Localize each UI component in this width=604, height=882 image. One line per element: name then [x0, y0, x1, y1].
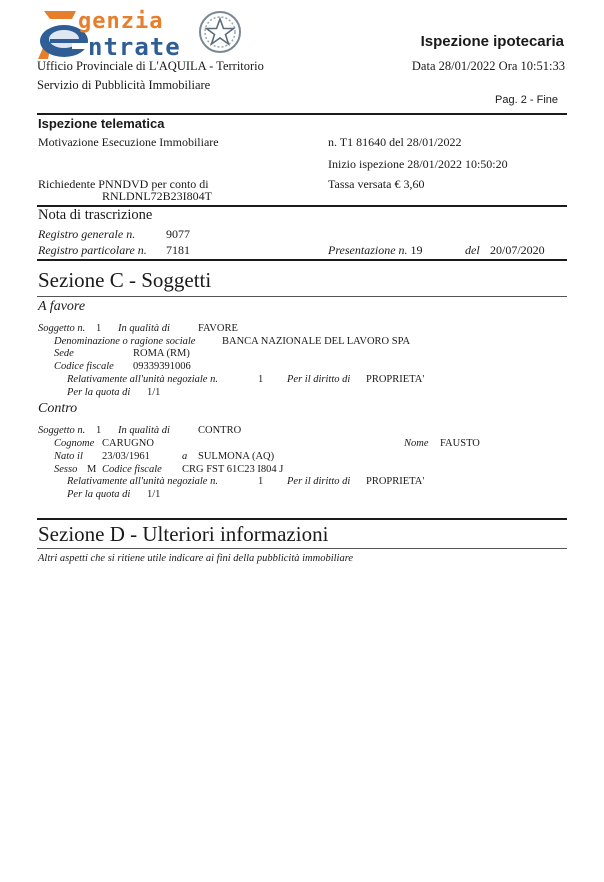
favore-quota-value: 1/1 [147, 387, 161, 398]
contro-nome-value: FAUSTO [440, 438, 480, 449]
contro-nome-label: Nome [404, 438, 429, 449]
favore-quota-label: Per la quota di [67, 387, 131, 398]
presentazione [328, 243, 423, 258]
contro-quota-label: Per la quota di [67, 489, 131, 500]
presentazione-value: 19 [410, 243, 423, 257]
contro-qualita-value: CONTRO [198, 425, 242, 436]
reg-particolare-value: 7181 [166, 243, 190, 257]
section-d-top-divider [37, 518, 567, 520]
contro-unita-label: Relativamente all'unità negoziale n. [67, 476, 218, 487]
del-value: 20/07/2020 [490, 243, 545, 257]
contro-quota-value: 1/1 [147, 489, 161, 500]
favore-qualita-value: FAVORE [198, 323, 238, 334]
logo-text-genzia: genzia [78, 9, 164, 34]
favore-unita-label: Relativamente all'unità negoziale n. [67, 374, 218, 385]
header-divider [37, 113, 567, 115]
reg-particolare-label: Registro particolare n. [38, 243, 147, 257]
section-d-subtitle: Altri aspetti che si ritiene utile indicare ai fini della pubblicità immobiliare [38, 553, 354, 564]
favore-sede-label: Sede [54, 348, 74, 359]
contro-sesso-label: Sesso [54, 464, 78, 475]
favore-cf-value: 09339391006 [133, 361, 191, 372]
favore-qualita-label: In qualità di [118, 323, 170, 334]
inspection-number: n. T1 81640 del 28/01/2022 [328, 135, 462, 149]
favore-sede-value: ROMA (RM) [133, 348, 190, 359]
fee-paid: Tassa versata € 3,60 [328, 177, 425, 191]
contro-nato-value: 23/03/1961 [102, 451, 150, 462]
section-d-title: Sezione D - Ulteriori informazioni [38, 522, 329, 546]
document-title: Ispezione ipotecaria [420, 33, 564, 50]
contro-a-value: SULMONA (AQ) [198, 451, 275, 462]
contro-a-label: a [182, 451, 188, 462]
contro-cf-label: Codice fiscale [102, 464, 162, 475]
requester-line2: RNLDNL72B23I804T [102, 189, 212, 203]
contro-cf-value: CRG FST 61C23 I804 J [182, 464, 284, 475]
favore-soggetto-label: Soggetto n. [38, 323, 86, 334]
favore-diritto-value: PROPRIETA' [366, 374, 425, 385]
contro-diritto-label: Per il diritto di [287, 476, 351, 487]
contro-heading: Contro [38, 401, 78, 416]
contro-cognome-label: Cognome [54, 438, 95, 449]
requester-line1: Richiedente PNNDVD per conto di [38, 177, 209, 191]
contro-sesso-value: M [87, 464, 97, 475]
favore-soggetto-n: 1 [96, 323, 102, 334]
favore-cf-label: Codice fiscale [54, 361, 114, 372]
inspection-start: Inizio ispezione 28/01/2022 10:50:20 [328, 157, 508, 171]
nota-divider [37, 259, 567, 261]
agenzia-entrate-logo [36, 7, 246, 59]
favore-diritto-label: Per il diritto di [287, 374, 351, 385]
contro-cognome-value: CARUGNO [102, 438, 154, 449]
nota-title: Nota di trascrizione [38, 207, 153, 223]
page-indicator: Pag. 2 - Fine [495, 94, 558, 106]
emblem-icon [198, 9, 242, 55]
date-time: Data 28/01/2022 Ora 10:51:33 [411, 59, 565, 73]
favore-denominazione-value: BANCA NAZIONALE DEL LAVORO SPA [222, 336, 411, 347]
contro-soggetto-n: 1 [96, 425, 102, 436]
contro-nato-label: Nato il [54, 451, 83, 462]
favore-heading: A favore [38, 299, 86, 314]
contro-qualita-label: In qualità di [118, 425, 170, 436]
reg-generale-label: Registro generale n. [38, 227, 136, 241]
favore-unita-value: 1 [258, 374, 264, 385]
favore-denominazione-label: Denominazione o ragione sociale [54, 336, 196, 347]
logo-text-ntrate: ntrate [88, 33, 181, 61]
inspection-motivation: Motivazione Esecuzione Immobiliare [38, 135, 219, 149]
service-name: Servizio di Pubblicità Immobiliare [37, 78, 211, 92]
section-d-divider [37, 548, 567, 549]
reg-generale-value: 9077 [166, 227, 190, 241]
contro-soggetto-label: Soggetto n. [38, 425, 86, 436]
section-c-title: Sezione C - Soggetti [38, 268, 212, 292]
presentazione-label: Presentazione n. [328, 243, 408, 257]
del-label: del [465, 243, 480, 257]
contro-diritto-value: PROPRIETA' [366, 476, 425, 487]
office-name: Ufficio Provinciale di L'AQUILA - Territorio [37, 59, 264, 73]
section-c-divider [37, 296, 567, 297]
contro-unita-value: 1 [258, 476, 264, 487]
inspection-title: Ispezione telematica [38, 116, 165, 131]
